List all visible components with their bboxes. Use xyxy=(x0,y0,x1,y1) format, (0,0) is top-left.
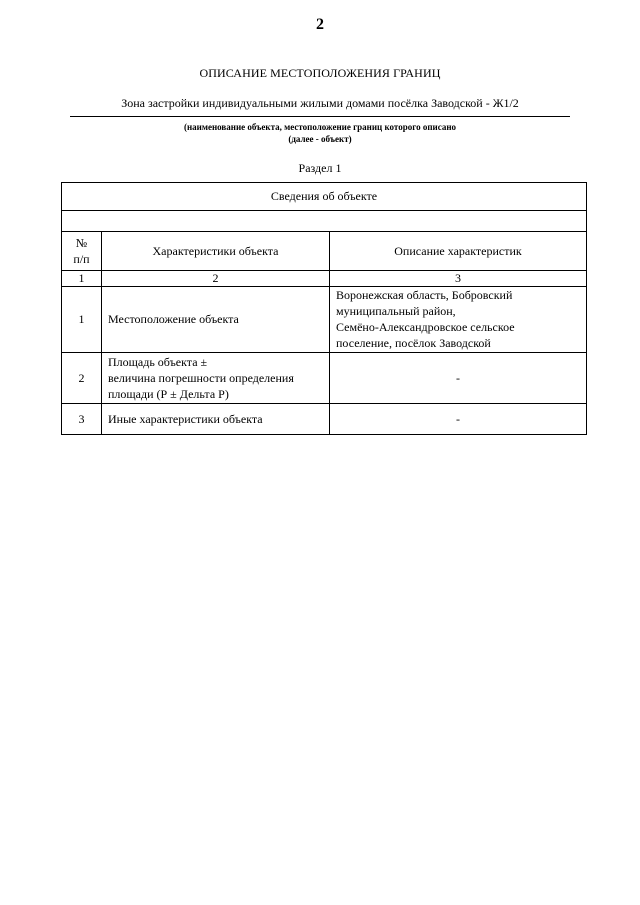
row-characteristic-line: площади (Р ± Дельта Р) xyxy=(108,387,229,401)
table-row xyxy=(62,353,587,404)
blank-cell xyxy=(62,211,587,232)
row-description xyxy=(330,287,587,353)
object-info-table xyxy=(61,182,587,435)
row-characteristic-line: величина погрешности определения xyxy=(108,371,294,385)
table-row xyxy=(62,404,587,435)
column-header-characteristics: Характеристики объекта xyxy=(102,232,330,271)
row-characteristic xyxy=(102,353,330,404)
object-name: Зона застройки индивидуальными жилыми домами посёлка Заводской - Ж1/2 xyxy=(121,96,519,110)
table-header-row xyxy=(62,183,587,211)
column-number: 1 xyxy=(62,271,102,287)
row-number: 3 xyxy=(62,404,102,435)
column-number: 2 xyxy=(102,271,330,287)
row-characteristic: Местоположение объекта xyxy=(102,287,330,353)
table-blank-row xyxy=(62,211,587,232)
row-description-line: муниципальный район, xyxy=(336,304,456,318)
column-header-number-line-2: п/п xyxy=(73,252,90,266)
page-number: 2 xyxy=(316,16,324,33)
table-row xyxy=(62,287,587,353)
column-header-number xyxy=(62,232,102,271)
caption-line-2: (далее - объект) xyxy=(288,134,352,144)
row-number: 2 xyxy=(62,353,102,404)
column-number: 3 xyxy=(330,271,587,287)
row-description-line: Семёно-Александровское сельское xyxy=(336,320,515,334)
row-characteristic-line: Площадь объекта ± xyxy=(108,355,208,369)
row-number: 1 xyxy=(62,287,102,353)
object-caption xyxy=(0,121,640,145)
caption-line-1: (наименование объекта, местоположение границ которого описано xyxy=(183,122,457,132)
column-header-number-line-1: № xyxy=(75,236,88,250)
underline-divider xyxy=(70,116,570,117)
row-description-line: Воронежская область, Бобровский xyxy=(336,288,513,302)
row-description: - xyxy=(330,404,587,435)
column-header-description: Описание характеристик xyxy=(330,232,587,271)
row-description-line: поселение, посёлок Заводской xyxy=(336,336,491,350)
document-title: ОПИСАНИЕ МЕСТОПОЛОЖЕНИЯ ГРАНИЦ xyxy=(199,66,441,80)
row-characteristic: Иные характеристики объекта xyxy=(102,404,330,435)
row-description: - xyxy=(330,353,587,404)
column-numbers-row xyxy=(62,271,587,287)
table-header: Сведения об объекте xyxy=(62,183,587,211)
column-headers-row xyxy=(62,232,587,271)
section-title: Раздел 1 xyxy=(298,161,342,175)
